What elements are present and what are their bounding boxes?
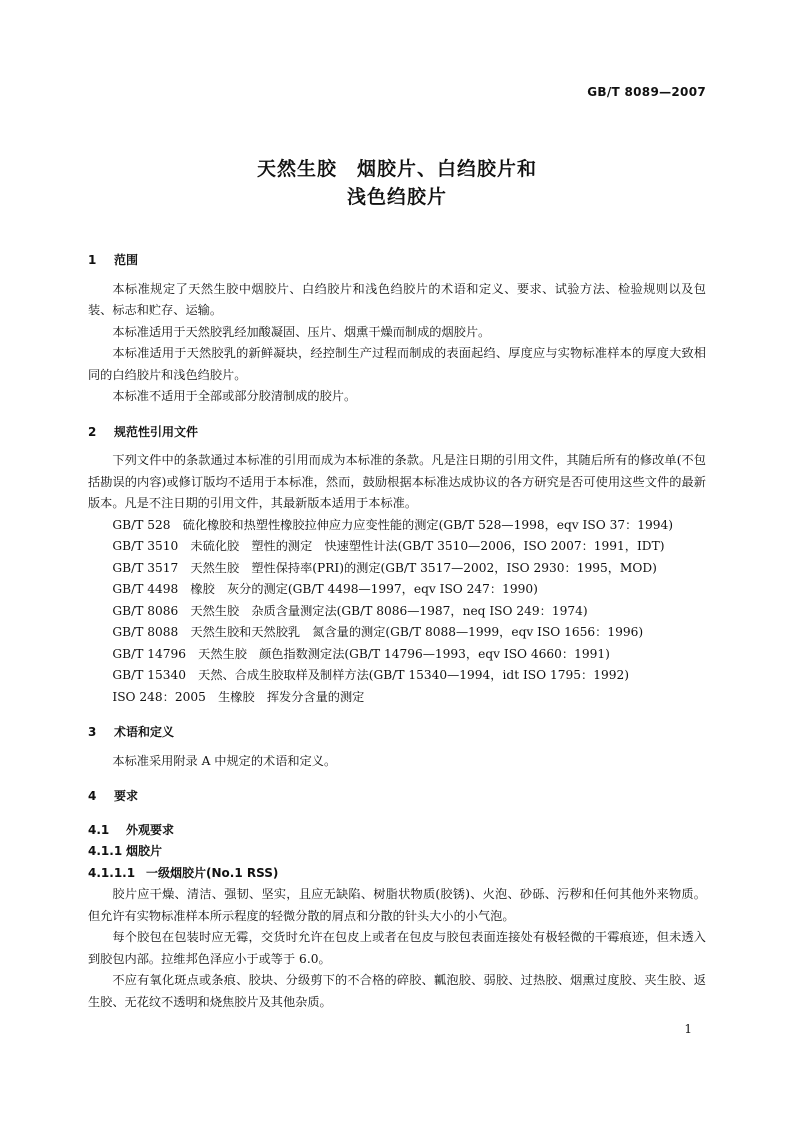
page-number: 1 bbox=[684, 1022, 692, 1036]
section-heading bbox=[88, 722, 706, 744]
paragraph: 胶片应干燥、清洁、强韧、坚实，且应无缺陷、树脂状物质(胶锈)、火泡、砂砾、污秽和任何其他外来物质。但允许有实物标准样本所示程度的轻微分散的屑点和分散的针头大小的小气泡。 bbox=[88, 887, 706, 923]
paragraph: 下列文件中的条款通过本标准的引用而成为本标准的条款。凡是注日期的引用文件，其随后所有的修改单(不包括勘误的内容)或修订版均不适用于本标准，然而，鼓励根据本标准达成协议的各方研究是否可使用这些文件的最新版本。凡是不注日期的引用文件，其最新版本适用于本标准。 bbox=[88, 453, 706, 510]
section-number: 3 bbox=[88, 725, 97, 739]
reference-item: GB/T 4498 橡胶 灰分的测定(GB/T 4498—1997，eqv ISO 247：1990) bbox=[112, 582, 538, 596]
subsection-number: 4.1.1 bbox=[88, 844, 123, 858]
subsection-heading bbox=[88, 863, 706, 885]
section-number: 1 bbox=[88, 253, 97, 267]
section-heading bbox=[88, 786, 706, 808]
section-number: 2 bbox=[88, 424, 97, 439]
paragraph: 本标准规定了天然生胶中烟胶片、白绉胶片和浅色绉胶片的术语和定义、要求、试验方法、检验规则以及包装、标志和贮存、运输。 bbox=[88, 281, 706, 317]
reference-item: GB/T 14796 天然生胶 颜色指数测定法(GB/T 14796—1993，eqv ISO 4660：1991) bbox=[112, 646, 610, 661]
title-line-2: 浅色绉胶片 bbox=[346, 186, 447, 208]
reference-item: ISO 248：2005 生橡胶 挥发分含量的测定 bbox=[112, 689, 365, 704]
section-heading bbox=[88, 422, 706, 444]
paragraph: 不应有氧化斑点或条痕、胶块、分级剪下的不合格的碎胶、瓤泡胶、弱胶、过热胶、烟熏过度胶、夹生胶、返生胶、无花纹不透明和烧焦胶片及其他杂质。 bbox=[88, 973, 706, 1009]
paragraph: 本标准适用于天然胶乳经加酸凝固、压片、烟熏干燥而制成的烟胶片。 bbox=[112, 324, 491, 339]
subsection-title: 外观要求 bbox=[126, 822, 175, 837]
section-terms bbox=[88, 722, 706, 772]
reference-item: GB/T 15340 天然、合成生胶取样及制样方法(GB/T 15340—1994，idt ISO 1795：1992) bbox=[112, 668, 629, 682]
paragraph: 本标准不适用于全部或部分胶清制成的胶片。 bbox=[112, 389, 357, 403]
reference-item: GB/T 8088 天然生胶和天然胶乳 氮含量的测定(GB/T 8088—1999，eqv ISO 1656：1996) bbox=[112, 625, 644, 639]
title-line-1: 天然生胶 烟胶片、白绉胶片和 bbox=[256, 158, 537, 180]
subsection-number: 4.1.1.1 bbox=[88, 865, 136, 880]
reference-item: GB/T 3517 天然生胶 塑性保持率(PRI)的测定(GB/T 3517—2002，ISO 2930：1995，MOD) bbox=[112, 560, 657, 575]
paragraph: 本标准采用附录 A 中规定的术语和定义。 bbox=[112, 753, 337, 768]
document-title bbox=[0, 155, 794, 211]
document-body bbox=[88, 250, 706, 1027]
section-title: 规范性引用文件 bbox=[114, 424, 199, 439]
section-number: 4 bbox=[88, 789, 97, 803]
section-scope bbox=[88, 250, 706, 408]
subsection-heading bbox=[88, 820, 706, 842]
section-requirements bbox=[88, 786, 706, 1013]
standard-code: GB/T 8089—2007 bbox=[587, 85, 706, 99]
section-heading bbox=[88, 250, 706, 272]
reference-item: GB/T 528 硫化橡胶和热塑性橡胶拉伸应力应变性能的测定(GB/T 528—1998，eqv ISO 37：1994) bbox=[112, 517, 674, 532]
subsection-number: 4.1 bbox=[88, 822, 110, 837]
reference-item: GB/T 3510 未硫化胶 塑性的测定 快速塑性计法(GB/T 3510—2006，ISO 2007：1991，IDT) bbox=[112, 539, 665, 553]
paragraph: 每个胶包在包装时应无霉，交货时允许在包皮上或者在包皮与胶包表面连接处有极轻微的干霉痕迹，但未透入到胶包内部。拉维邦色泽应小于或等于 6.0。 bbox=[88, 930, 706, 966]
section-title: 要求 bbox=[114, 789, 139, 803]
section-title: 术语和定义 bbox=[114, 725, 175, 739]
subsection-title: 一级烟胶片(No.1 RSS) bbox=[146, 865, 279, 880]
section-title: 范围 bbox=[114, 253, 139, 267]
subsection-title: 烟胶片 bbox=[126, 844, 163, 858]
subsection-heading bbox=[88, 841, 706, 863]
section-normative-references bbox=[88, 422, 706, 709]
reference-item: GB/T 8086 天然生胶 杂质含量测定法(GB/T 8086—1987，neq ISO 249：1974) bbox=[112, 603, 588, 618]
paragraph: 本标准适用于天然胶乳的新鲜凝块，经控制生产过程而制成的表面起绉、厚度应与实物标准样本的厚度大致相同的白绉胶片和浅色绉胶片。 bbox=[88, 346, 706, 382]
